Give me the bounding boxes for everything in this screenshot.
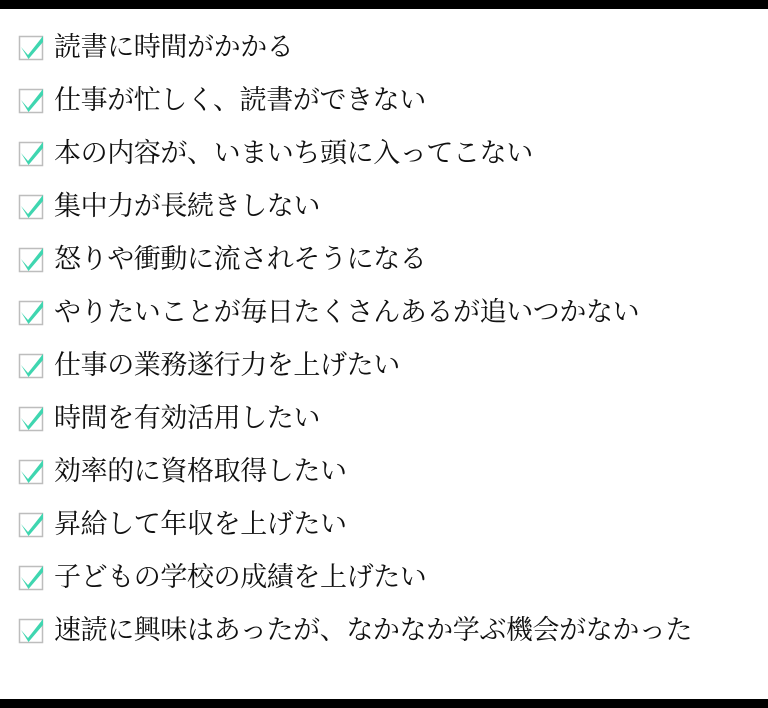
checkbox-checked-icon: [18, 565, 44, 591]
list-item: [18, 339, 760, 392]
list-item: [18, 445, 760, 498]
list-item-label: 怒りや衝動に流されそうになる: [54, 243, 427, 274]
checkbox-checked-icon: [18, 88, 44, 114]
list-item-label: やりたいことが毎日たくさんあるが追いつかない: [54, 296, 640, 327]
list-item-label: 読書に時間がかかる: [54, 31, 294, 62]
bottom-divider-bar: [0, 699, 768, 708]
list-item-label: 子どもの学校の成績を上げたい: [54, 561, 427, 592]
list-item: [18, 498, 760, 551]
checkbox-checked-icon: [18, 353, 44, 379]
list-item: [18, 604, 760, 657]
top-divider-bar: [0, 0, 768, 9]
list-item-label: 昇給して年収を上げたい: [54, 508, 347, 539]
list-item: [18, 21, 760, 74]
checkbox-checked-icon: [18, 459, 44, 485]
list-item-label: 速読に興味はあったが、なかなか学ぶ機会がなかった: [54, 614, 693, 645]
checkbox-checked-icon: [18, 300, 44, 326]
checkbox-checked-icon: [18, 35, 44, 61]
list-item: [18, 551, 760, 604]
list-item-label: 仕事が忙しく、読書ができない: [54, 84, 426, 115]
checkbox-checked-icon: [18, 141, 44, 167]
list-item-label: 時間を有効活用したい: [54, 402, 320, 433]
checkbox-checked-icon: [18, 512, 44, 538]
checklist-container: [0, 9, 768, 699]
list-item: [18, 180, 760, 233]
list-item: [18, 286, 760, 339]
list-item: [18, 392, 760, 445]
list-item: [18, 74, 760, 127]
list-item-label: 仕事の業務遂行力を上げたい: [54, 349, 400, 380]
list-item-label: 本の内容が、いまいち頭に入ってこない: [54, 137, 533, 168]
checkbox-checked-icon: [18, 247, 44, 273]
list-item: [18, 233, 760, 286]
checkbox-checked-icon: [18, 194, 44, 220]
list-item: [18, 127, 760, 180]
list-item-label: 集中力が長続きしない: [54, 190, 320, 221]
checkbox-checked-icon: [18, 618, 44, 644]
list-item-label: 効率的に資格取得したい: [54, 455, 347, 486]
checkbox-checked-icon: [18, 406, 44, 432]
